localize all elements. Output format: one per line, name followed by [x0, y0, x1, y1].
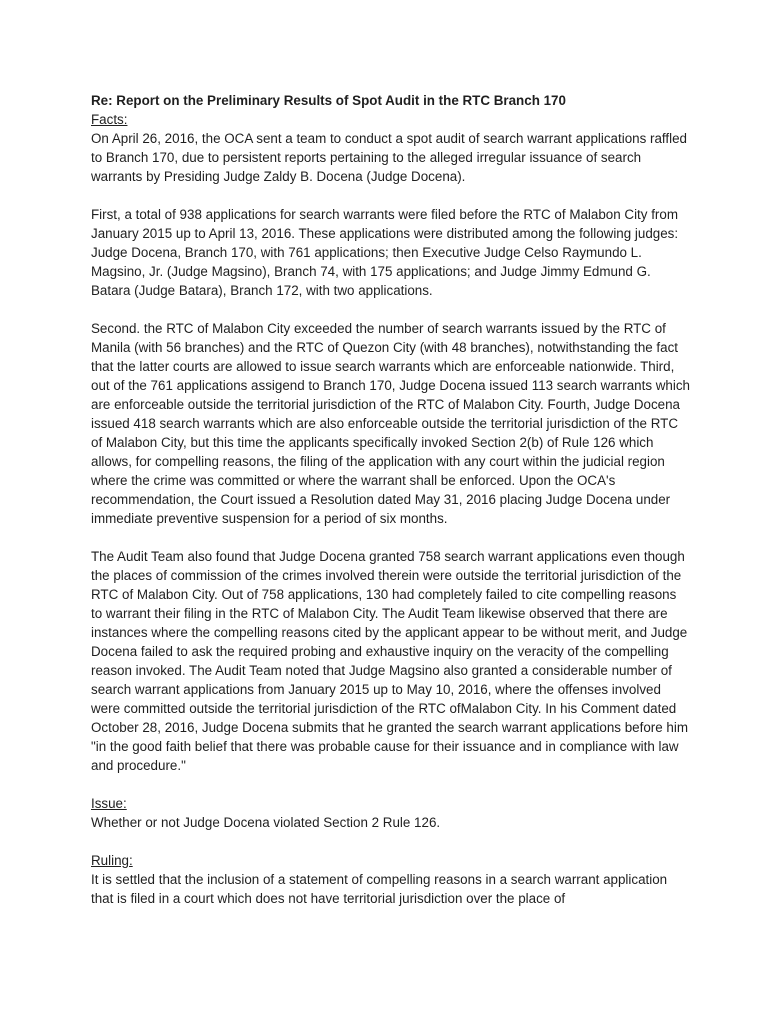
facts-paragraph-3: Second. the RTC of Malabon City exceeded the number of search warrants issued by the RTC of Manila (with 56 branches) and the RTC of Quezon City (with 48 branches), notwithstanding the fact that the latter courts are allowed to issue search warrants which are enforceable nationwide. Third, out of the 761 applications assigend to Branch 170, Judge Docena issued 113 search warrants which are enforceable outside the territorial jurisdiction of the RTC of Malabon City. Fourth, Judge Docena issued 418 search warrants which are also enforceable outside the territorial jurisdiction of the RTC of Malabon City, but this time the applicants specifically invoked Section 2(b) of Rule 126 which allows, for compelling reasons, the filing of the application with any court within the judicial region where the crime was committed or where the warrant shall be enforced. Upon the OCA's recommendation, the Court issued a Resolution dated May 31, 2016 placing Judge Docena under immediate preventive suspension for a period of six months. — [91, 321, 690, 526]
paragraph-gap — [91, 186, 691, 205]
ruling-text: It is settled that the inclusion of a statement of compelling reasons in a search warrant application that is filed in a court which does not have territorial jurisdiction over the place of — [91, 872, 668, 906]
ruling-heading: Ruling: — [91, 853, 133, 868]
facts-paragraph-4: The Audit Team also found that Judge Docena granted 758 search warrant applications even though the places of commission of the crimes involved therein were outside the territorial jurisdiction of the RTC of Malabon City. Out of 758 applications, 130 had completely failed to cite compelling reasons to warrant their filing in the RTC of Malabon City. The Audit Team likewise observed that there are instances where the compelling reasons cited by the applicant appear to be without merit, and Judge Docena failed to ask the required probing and exhaustive inquiry on the veracity of the compelling reason invoked. The Audit Team noted that Judge Magsino also granted a considerable number of search warrant applications from January 2015 up to May 10, 2016, where the offenses involved were committed outside the territorial jurisdiction of the RTC ofMalabon City. In his Comment dated October 28, 2016, Judge Docena submits that he granted the search warrant applications before him "in the good faith belief that there was probable cause for their issuance and in compliance with law and procedure." — [91, 549, 688, 773]
issue-heading: Issue: — [91, 796, 127, 811]
facts-paragraph-1: On April 26, 2016, the OCA sent a team to conduct a spot audit of search warrant applications raffled to Branch 170, due to persistent reports pertaining to the alleged irregular issuance of search warrants by Presiding Judge Zaldy B. Docena (Judge Docena). — [91, 131, 687, 184]
paragraph-gap — [91, 775, 691, 794]
paragraph-gap — [91, 300, 691, 319]
facts-heading: Facts: — [91, 112, 128, 127]
document-body — [91, 91, 691, 908]
facts-paragraph-2: First, a total of 938 applications for search warrants were filed before the RTC of Malabon City from January 2015 up to April 13, 2016. These applications were distributed among the following judges: Judge Docena, Branch 170, with 761 applications; then Executive Judge Celso Raymundo L. Magsino, Jr. (Judge Magsino), Branch 74, with 175 applications; and Judge Jimmy Edmund G. Batara (Judge Batara), Branch 172, with two applications. — [91, 207, 679, 298]
document-title: Re: Report on the Preliminary Results of Spot Audit in the RTC Branch 170 — [91, 93, 566, 108]
issue-text: Whether or not Judge Docena violated Section 2 Rule 126. — [91, 815, 441, 830]
paragraph-gap — [91, 528, 691, 547]
paragraph-gap — [91, 832, 691, 851]
